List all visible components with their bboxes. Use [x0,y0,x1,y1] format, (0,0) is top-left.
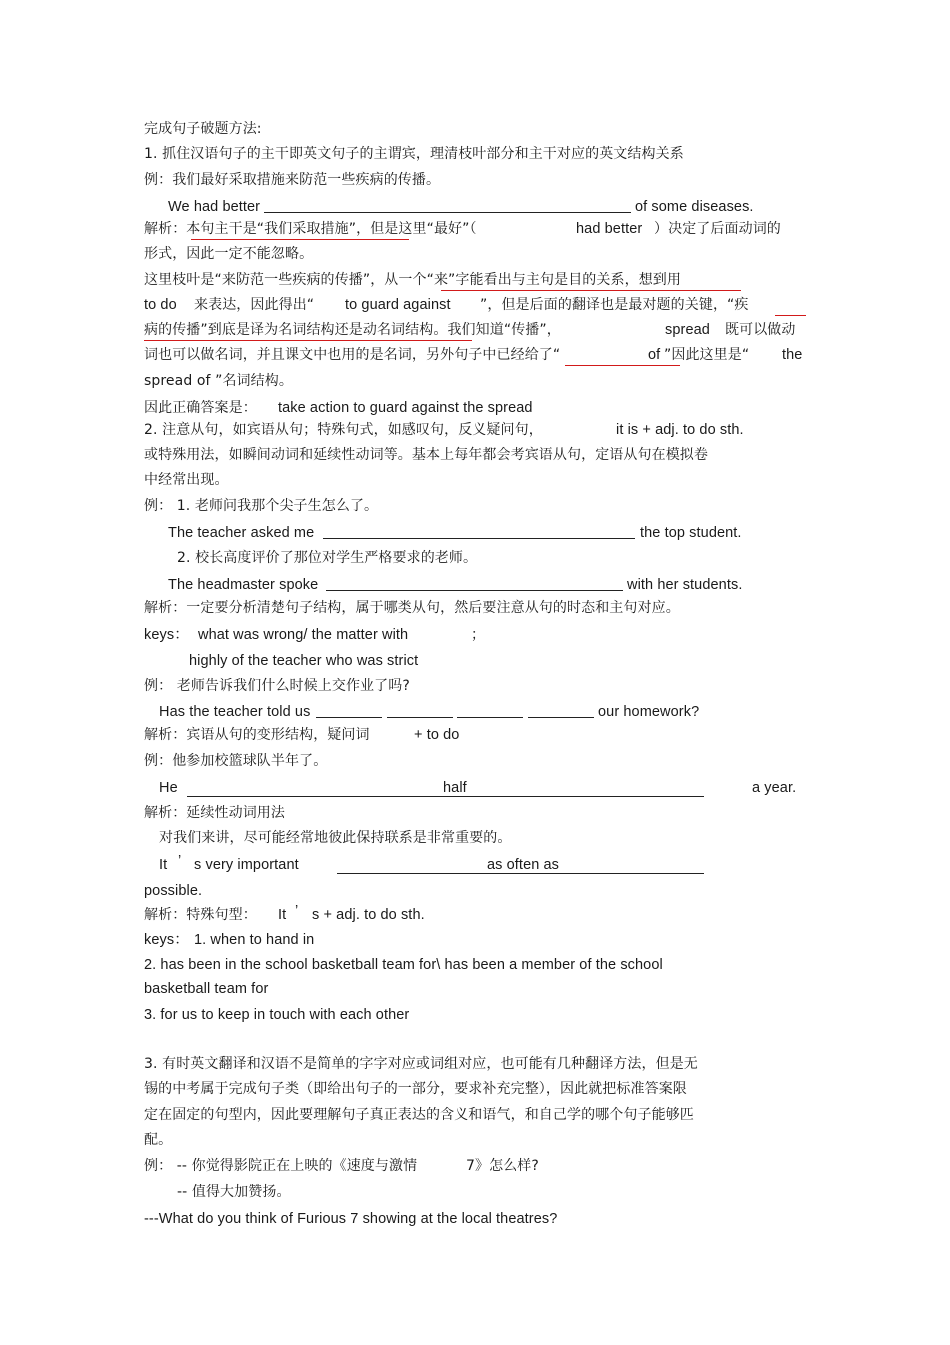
example-5-english-start: He [159,780,178,796]
analysis-text: 病的传播”到底是译为名词结构还是动名词结构。我们知道“传播”， [144,322,561,338]
analysis-keyword: of [648,347,661,363]
answer-blank [457,717,523,718]
analysis-keyword: It [278,907,287,923]
key-answer: 3. for us to keep in touch with each other [144,1007,410,1023]
analysis-text: 既可以做动 [725,322,796,338]
analysis-text: 形式，因此一定不能忽略。 [144,246,314,262]
answer-text: take action to guard against the spread [278,400,533,416]
example-2-chinese: 例： 1. 老师问我那个尖子生怎么了。 [144,498,379,514]
answer-blank [316,717,382,718]
analysis-keyword: to do [144,297,177,313]
analysis-text: 解析：延续性动词用法 [144,805,285,821]
answer-blank [528,717,594,718]
example-4-english-start: Has the teacher told us [159,704,311,720]
example-6-given-phrase: as often as [487,857,560,873]
answer-blank [326,590,623,591]
section-2-text: 或特殊用法，如瞬间动词和延续性动词等。基本上每年都会考宾语从句，定语从句在模拟卷 [144,447,708,463]
keys-label: keys： [144,932,189,948]
analysis-text: 解析：宾语从句的变形结构，疑问词 [144,727,370,743]
analysis-keyword: spread [665,322,710,338]
analysis-text: 来表达，因此得出“ [194,297,315,313]
apostrophe: ’ [178,853,182,869]
section-3-text: 定在固定的句型内，因此要理解句子真正表达的含义和语气，和自己学的哪个句子能够匹 [144,1107,694,1123]
key-separator: ； [471,627,486,643]
example-6-english-end: possible. [144,883,203,899]
section-3-text: 锡的中考属于完成句子类（即给出句子的一部分，要求补充完整），因此就把标准答案限 [144,1081,687,1097]
annotation-underline [775,315,806,316]
key-answer: 2. has been in the school basketball team for\ has been a member of the school [144,957,663,973]
example-7-english: ---What do you think of Furious 7 showing at the local theatres? [144,1211,558,1227]
analysis-keyword: had better [576,221,643,237]
example-7-reply: -- 值得大加赞扬。 [177,1184,291,1200]
key-answer: what was wrong/ the matter with [198,627,409,643]
answer-blank [387,717,453,718]
analysis-text: spread of ”名词结构。 [144,373,293,389]
analysis-text: 解析：本句主干是“我们采取措施”，但是这里“最好”（ [144,221,477,237]
example-2-english-end: the top student. [640,525,742,541]
analysis-text: 这里枝叶是“来防范一些疾病的传播”，从一个“来”字能看出与主句是目的关系，想到用 [144,272,682,288]
example-7-question: 7》怎么样? [466,1158,539,1174]
analysis-keyword: to guard against [345,297,451,313]
example-6-chinese: 对我们来讲，尽可能经常地彼此保持联系是非常重要的。 [159,830,512,846]
example-1-chinese: 例：我们最好采取措施来防范一些疾病的传播。 [144,172,441,188]
answer-label: 因此正确答案是： [144,400,257,416]
analysis-text: ”，但是后面的翻译也是最对题的关键，“疾 [480,297,749,313]
section-3-heading: 3. 有时英文翻译和汉语不是简单的字字对应或词组对应，也可能有几种翻译方法，但是无 [144,1056,698,1072]
analysis-keyword: s + adj. to do sth. [312,907,425,923]
answer-blank [264,212,631,213]
analysis-keyword: the [782,347,803,363]
analysis-text: 词也可以做名词，并且课文中也用的是名词，另外句子中已经给了“ [144,347,561,363]
annotation-underline [191,239,409,240]
keys-label: keys： [144,627,189,643]
example-2-english-start: The teacher asked me [168,525,315,541]
example-5-chinese: 例：他参加校篮球队半年了。 [144,753,328,769]
example-5-given-word: half [443,780,467,796]
section-2-text: 中经常出现。 [144,472,229,488]
example-4-english-end: our homework? [598,704,700,720]
example-3-english-start: The headmaster spoke [168,577,319,593]
example-1-english-start: We had better [168,199,261,215]
key-answer: 1. when to hand in [194,932,315,948]
analysis-text: 解析：一定要分析清楚句子结构，属于哪类从句，然后要注意从句的时态和主句对应。 [144,600,680,616]
section-2-heading: 2. 注意从句，如宾语从句；特殊句式，如感叹句，反义疑问句， [144,422,543,438]
example-3-english-end: with her students. [627,577,743,593]
example-1-english-end: of some diseases. [635,199,754,215]
analysis-text: ”因此这里是“ [664,347,750,363]
example-5-english-end: a year. [752,780,797,796]
example-6-english-start: s very important [194,857,299,873]
analysis-text: 解析：特殊句型： [144,907,257,923]
annotation-underline [144,340,472,341]
key-answer: basketball team for [144,981,269,997]
page-title: 完成句子破题方法: [144,121,262,137]
analysis-keyword: + to do [414,727,460,743]
apostrophe: ’ [295,903,299,919]
analysis-text: ）决定了后面动词的 [654,221,781,237]
section-1-heading: 1. 抓住汉语句子的主干即英文句子的主谓宾，理清枝叶部分和主干对应的英文结构关系 [144,146,684,162]
annotation-underline [565,365,680,366]
section-2-keyword: it is + adj. to do sth. [616,422,744,438]
example-4-chinese: 例： 老师告诉我们什么时候上交作业了吗? [144,678,410,694]
example-3-chinese: 2. 校长高度评价了那位对学生严格要求的老师。 [177,550,478,566]
example-6-english-start: It [159,857,168,873]
key-answer: highly of the teacher who was strict [189,653,419,669]
example-7-question: 例： -- 你觉得影院正在上映的《速度与激情 [144,1158,418,1174]
answer-blank [323,538,635,539]
annotation-underline [441,290,741,291]
section-3-text: 配。 [144,1132,173,1148]
